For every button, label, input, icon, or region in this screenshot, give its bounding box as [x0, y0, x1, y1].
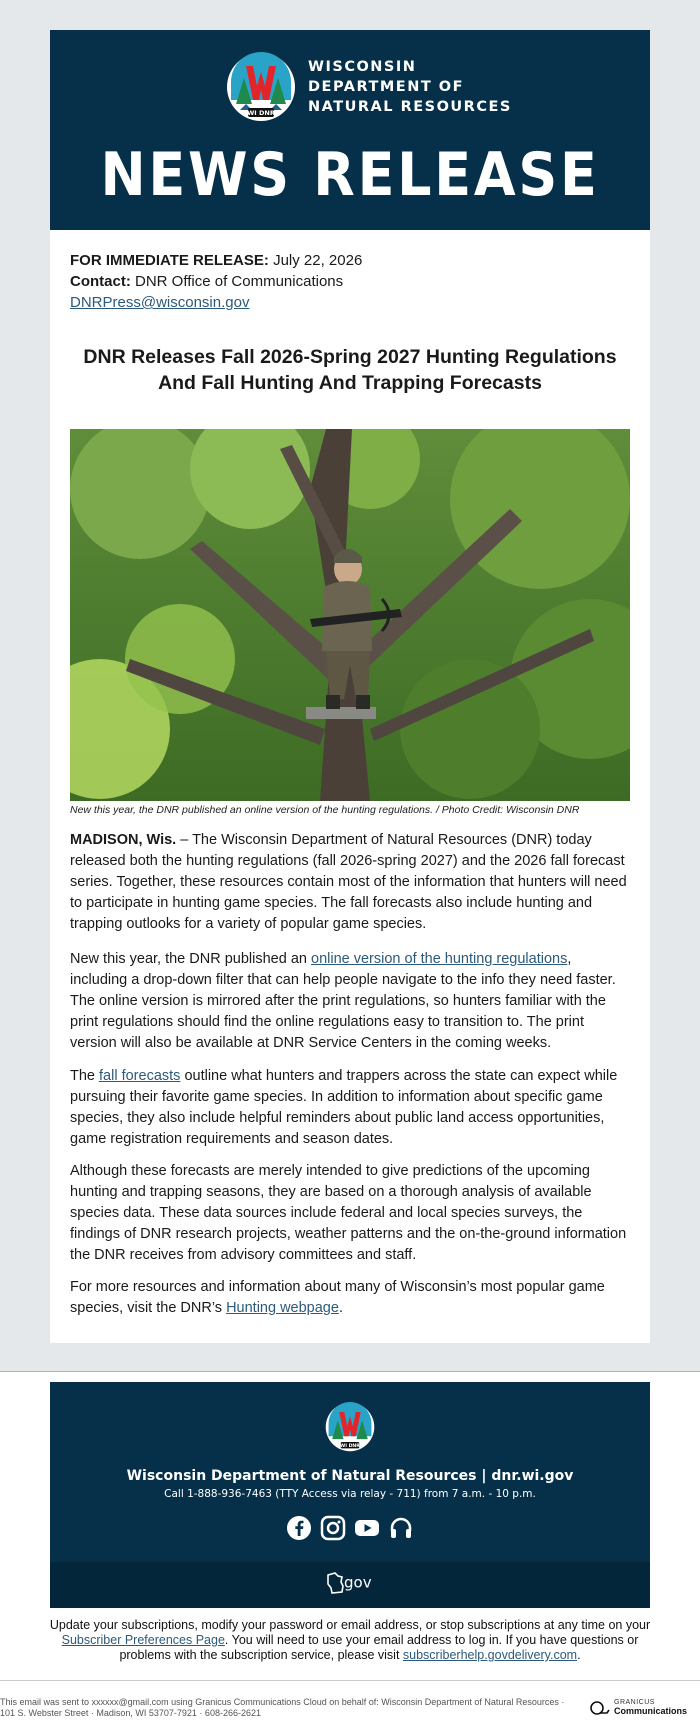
contact-value: DNR Office of Communications: [135, 273, 344, 290]
paragraph-2-text-a: New this year, the DNR published an: [70, 951, 311, 967]
fall-forecasts-link[interactable]: fall forecasts: [99, 1068, 181, 1084]
wi-gov-band: [50, 1562, 650, 1608]
paragraph-3: [70, 1066, 630, 1150]
podcast-icon[interactable]: [388, 1515, 414, 1541]
footer-dnr-logo-icon[interactable]: [325, 1402, 375, 1452]
dnr-logo-group: [226, 52, 512, 122]
news-header: [50, 30, 650, 230]
granicus-bottom: Communications: [614, 1706, 688, 1716]
hunter-photo: [70, 429, 630, 801]
dnr-footer: [50, 1382, 650, 1592]
hunting-webpage-link[interactable]: Hunting webpage: [226, 1300, 339, 1316]
paragraph-3-text-b: outline what hunters and trappers across the state can expect while pursuing their favorite game species. In addition to information about specific game species, they also include helpful reminders about public land access opportunities, game registration requirements and season dates.: [70, 1068, 618, 1147]
online-regulations-link[interactable]: online version of the hunting regulations: [311, 951, 568, 967]
release-meta: [70, 250, 362, 313]
subs-text-c: .: [577, 1648, 581, 1662]
photo-caption: New this year, the DNR published an online version of the hunting regulations. / Photo Credit: Wisconsin DNR: [70, 804, 580, 816]
youtube-icon[interactable]: [354, 1515, 380, 1541]
subs-text-b: . You will need to use your email address to log in. If you have questions or problems with the subscription service, please visit: [119, 1633, 639, 1662]
granicus-icon: [590, 1700, 610, 1716]
gov-label: gov: [344, 1573, 372, 1592]
wisconsin-state-icon: [326, 1572, 344, 1594]
dateline: MADISON, Wis.: [70, 832, 177, 848]
subs-text-a: Update your subscriptions, modify your password or email address, or stop subscriptions at any time on your: [49, 1618, 651, 1632]
dnr-logo-icon: [226, 52, 296, 122]
subscriber-help-link[interactable]: subscriberhelp.govdelivery.com: [402, 1648, 578, 1662]
paragraph-2: [70, 949, 630, 1054]
paragraph-5: [70, 1277, 630, 1319]
fine-print: This email was sent to xxxxxx@gmail.com using Granicus Communications Cloud on behalf of: Wisconsin Department of Natural Resources · 101 S. Webster Street · Madison, WI 53707-7921 · 608-266-2621: [0, 1697, 565, 1718]
logo-badge-text: WI DNR: [247, 109, 275, 117]
contact-line: [70, 271, 362, 292]
paragraph-1: [70, 830, 630, 935]
facebook-icon[interactable]: [286, 1515, 312, 1541]
release-label: FOR IMMEDIATE RELEASE:: [70, 252, 269, 269]
social-links: [50, 1515, 650, 1541]
press-email-link[interactable]: DNRPress@wisconsin.gov: [70, 294, 250, 311]
logo-line-3: NATURAL RESOURCES: [308, 99, 512, 115]
paragraph-5-text-b: .: [338, 1300, 343, 1316]
footer-org-line[interactable]: Wisconsin Department of Natural Resources | dnr.wi.gov: [126, 1468, 574, 1484]
instagram-icon[interactable]: [320, 1515, 346, 1541]
logo-line-2: DEPARTMENT OF: [308, 79, 465, 95]
subscriber-preferences-link[interactable]: Subscriber Preferences Page: [61, 1633, 225, 1647]
paragraph-2-text-b: , including a drop-down filter that can help people navigate to the info they need faster. The online version is mirrored after the print regulations, so hunters familiar with the print regulations should find the online regulations easy to transition to. The print version will also be available at DNR Service Centers in the coming weeks.: [70, 951, 616, 1051]
wi-gov-logo[interactable]: [326, 1572, 372, 1594]
granicus-branding[interactable]: [590, 1698, 687, 1717]
paragraph-1-text: – The Wisconsin Department of Natural Resources (DNR) today released both the hunting regulations (fall 2026-spring 2027) and the 2026 fall forecast series. Together, these resources contain most of the information that hunters will need to participate in hunting game species. The fall forecasts also include hunting and trapping outlooks for a variety of popular game species.: [70, 832, 627, 932]
granicus-top: GRANICUS: [614, 1699, 655, 1706]
granicus-text: [614, 1698, 687, 1717]
release-date-line: [70, 250, 362, 271]
news-release-title: NEWS RELEASE: [100, 140, 600, 210]
paragraph-5-text-a: For more resources and information about many of Wisconsin’s most popular game species, visit the DNR’s: [70, 1279, 605, 1316]
paragraph-4: Although these forecasts are merely intended to give predictions of the upcoming hunting and trapping seasons, they are based on a thorough analysis of available species data. These data sources include federal and local species surveys, the findings of DNR research projects, weather patterns and the on-the-ground information the DNR receives from advisory committees and staff.: [70, 1163, 627, 1263]
release-headline: DNR Releases Fall 2026-Spring 2027 Hunting Regulations And Fall Hunting And Trapping Forecasts: [83, 346, 617, 394]
logo-line-1: WISCONSIN: [308, 59, 417, 75]
fine-print-divider: [0, 1680, 700, 1681]
subscription-notice: [40, 1618, 660, 1663]
dnr-logo-text: [308, 57, 512, 117]
release-date: July 22, 2026: [273, 252, 363, 269]
footer-logo-badge-text: WI DNR: [340, 1444, 360, 1449]
footer-call-line: Call 1-888-936-7463 (TTY Access via relay - 711) from 7 a.m. - 10 p.m.: [164, 1488, 536, 1500]
paragraph-3-text-a: The: [70, 1068, 100, 1084]
release-body: [50, 230, 650, 1343]
contact-label: Contact:: [70, 273, 131, 290]
